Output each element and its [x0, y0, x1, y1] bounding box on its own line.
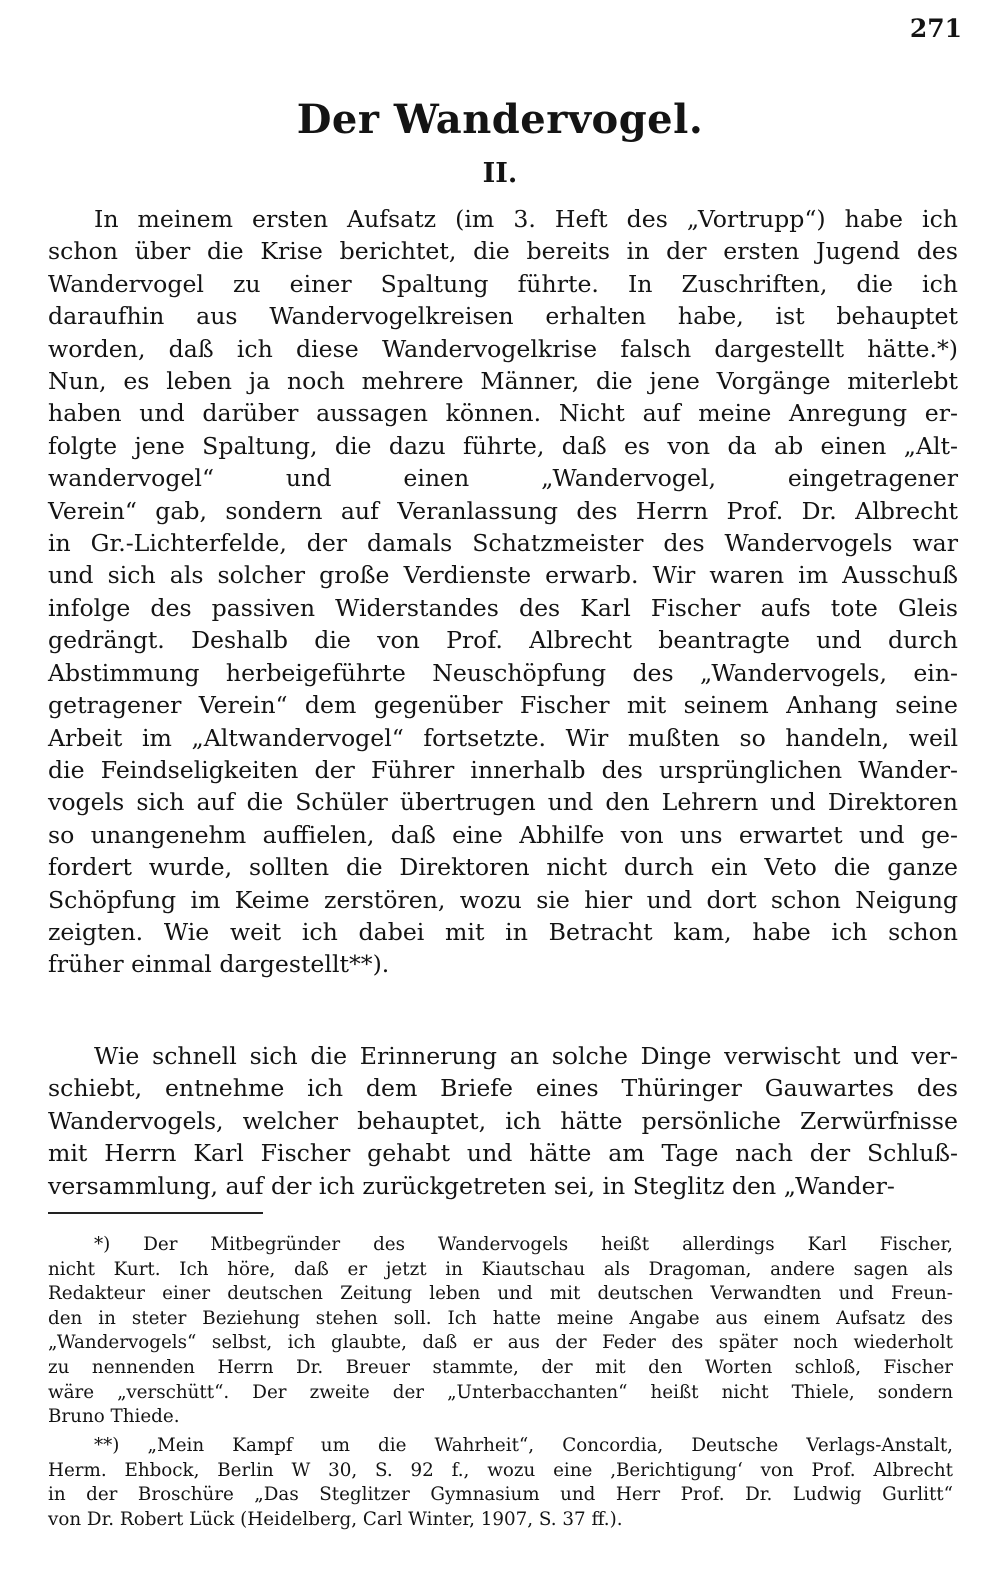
paragraph-2-line: Wie schnell sich die Erinnerung an solche Dinge verwischt und ver- [94, 1042, 958, 1070]
paragraph-1-line: vogels sich auf die Schüler übertrugen und den Lehrern und Direktoren [48, 788, 958, 817]
paragraph-1-line: daraufhin aus Wandervogelkreisen erhalten habe, ist behauptet [48, 302, 958, 331]
footnote-1-line: Bruno Thiede. [48, 1406, 180, 1428]
paragraph-1-line: Verein“ gab, sondern auf Veranlassung des Herrn Prof. Dr. Albrecht [48, 496, 958, 525]
paragraph-1-line: die Feindseligkeiten der Führer innerhalb des ursprünglichen Wander- [48, 755, 958, 784]
footnote-2-line: Herm. Ehbock, Berlin W 30, S. 92 f., wozu eine ‚Berichtigung‘ von Prof. Albrecht [48, 1459, 953, 1481]
footnote-1-line: *) Der Mitbegründer des Wandervogels heißt allerdings Karl Fischer, [94, 1234, 953, 1255]
paragraph-1-line: haben und darüber aussagen können. Nicht auf meine Anregung er- [48, 399, 958, 428]
paragraph-1-line: getragener Verein“ dem gegenüber Fischer mit seinem Anhang seine [48, 691, 958, 720]
paragraph-1-line: wandervogel“ und einen „Wandervogel, eingetragener [48, 464, 958, 493]
footnote-2-line: von Dr. Robert Lück (Heidelberg, Carl Winter, 1907, S. 37 ff.). [48, 1508, 623, 1530]
paragraph-1-line: schon über die Krise berichtet, die bereits in der ersten Jugend des [48, 237, 958, 266]
paragraph-1-line: so unangenehm auffielen, daß eine Abhilfe von uns erwartet und ge- [48, 820, 958, 849]
paragraph-1-line: in Gr.-Lichterfelde, der damals Schatzmeister des Wandervogels war [48, 529, 958, 558]
paragraph-1-line: Arbeit im „Altwandervogel“ fortsetzte. Wir mußten so handeln, weil [48, 723, 958, 752]
paragraph-2-line: mit Herrn Karl Fischer gehabt und hätte am Tage nach der Schluß- [48, 1139, 958, 1168]
paragraph-1-line: infolge des passiven Widerstandes des Karl Fischer aufs tote Gleis [48, 593, 958, 622]
footnote-1-line: „Wandervogels“ selbst, ich glaubte, daß er aus der Feder des später noch wiederholt [48, 1332, 953, 1354]
footnote-1-line: nicht Kurt. Ich höre, daß er jetzt in Kiautschau als Dragoman, andere sagen als [48, 1258, 953, 1280]
paragraph-2 [48, 1040, 958, 1202]
paragraph-2-line: schiebt, entnehme ich dem Briefe eines Thüringer Gauwartes des [48, 1074, 958, 1103]
footnote-2 [48, 1434, 953, 1532]
footnote-2-line: **) „Mein Kampf um die Wahrheit“, Concordia, Deutsche Verlags-Anstalt, [94, 1435, 953, 1456]
footnote-2-line: in der Broschüre „Das Steglitzer Gymnasium und Herr Prof. Dr. Ludwig Gurlitt“ [48, 1484, 953, 1506]
paragraph-1-line: früher einmal dargestellt**). [48, 950, 390, 979]
paragraph-1-line: Abstimmung herbeigeführte Neuschöpfung des „Wandervogels, ein- [48, 658, 958, 687]
article-title: Der Wandervogel. [296, 96, 704, 143]
paragraph-1-line: worden, daß ich diese Wandervogelkrise falsch dargestellt hätte.*) [48, 334, 958, 363]
footnote-1-line: den in steter Beziehung stehen soll. Ich hatte meine Angabe aus einem Aufsatz des [48, 1307, 953, 1329]
footnote-1-line: zu nennenden Herrn Dr. Breuer stammte, der mit den Worten schloß, Fischer [48, 1356, 953, 1378]
footnote-1-line: Redakteur einer deutschen Zeitung leben und mit deutschen Verwandten und Freun- [48, 1283, 953, 1305]
footnote-1 [48, 1233, 953, 1430]
paragraph-1-line: fordert wurde, sollten die Direktoren nicht durch ein Veto die ganze [48, 853, 958, 882]
footnote-1-line: wäre „verschütt“. Der zweite der „Unterbacchanten“ heißt nicht Thiele, sondern [48, 1381, 953, 1403]
paragraph-1-line: Schöpfung im Keime zerstören, wozu sie hier und dort schon Neigung [48, 885, 958, 914]
footnote-rule [48, 1212, 263, 1214]
paragraph-2-line: versammlung, auf der ich zurückgetreten sei, in Steglitz den „Wander- [48, 1171, 895, 1200]
paragraph-2-line: Wandervogels, welcher behauptet, ich hätte persönliche Zerwürfnisse [48, 1106, 958, 1135]
paragraph-1-line: gedrängt. Deshalb die von Prof. Albrecht beantragte und durch [48, 626, 958, 655]
paragraph-1-line: zeigten. Wie weit ich dabei mit in Betracht kam, habe ich schon [48, 917, 958, 946]
paragraph-1 [48, 203, 958, 981]
page-number: 271 [909, 14, 962, 43]
paragraph-1-line: In meinem ersten Aufsatz (im 3. Heft des „Vortrupp“) habe ich [94, 205, 958, 233]
paragraph-1-line: und sich als solcher große Verdienste erwarb. Wir waren im Ausschuß [48, 561, 958, 590]
section-numeral: II. [482, 158, 518, 189]
paragraph-1-line: folgte jene Spaltung, die dazu führte, daß es von da ab einen „Alt- [48, 431, 958, 460]
paragraph-1-line: Wandervogel zu einer Spaltung führte. In Zuschriften, die ich [48, 269, 958, 298]
paragraph-1-line: Nun, es leben ja noch mehrere Männer, die jene Vorgänge miterlebt [48, 367, 958, 396]
